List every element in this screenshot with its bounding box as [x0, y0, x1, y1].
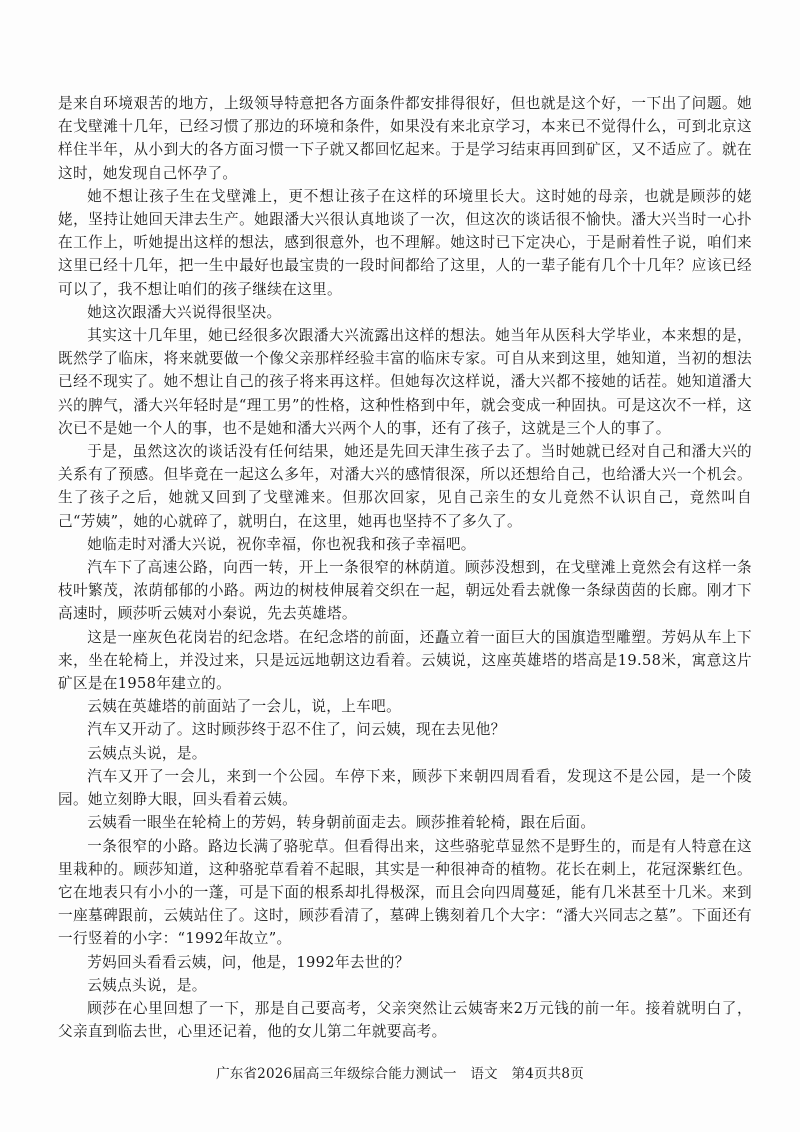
paragraph: 其实这十几年里，她已经很多次跟潘大兴流露出这样的想法。她当年从医科大学毕业，本来想的是，既然学了临床，将来就要做一个像父亲那样经验丰富的临床专家。可自从来到这里，她知道，当初的想法已经不现实了。她不想让自己的孩子将来再这样。但她每次这样说，潘大兴都不接她的话茬。她知道潘大兴的脾气，潘大兴年轻时是“理工男”的性格，这种性格到中年，就会变成一种固执。可是这次不一样，这次已不是她一个人的事，也不是她和潘大兴两个人的事，还有了孩子，这就是三个人的事了。 — [58, 327, 752, 437]
paragraph: 芳妈回头看看云姨，问，他是，1992年去世的？ — [87, 953, 410, 971]
paragraph: 云姨点头说，是。 — [87, 976, 207, 994]
paragraph-continued: 是来自环境艰苦的地方，上级领导特意把各方面条件都安排得很好，但也就是这个好，一下出了问题。她在戈壁滩十几年，已经习惯了那边的环境和条件，如果没有来北京学习，本来已不觉得什么，可到北京这样住半年，从小到大的各方面习惯一下子就又都回忆起来。于是学习结束再回到矿区，又不适应了。就在这时，她发现自己怀孕了。 — [58, 95, 752, 182]
paragraph: 她临走时对潘大兴说，祝你幸福，你也祝我和孩子幸福吧。 — [87, 535, 476, 553]
paragraph: 汽车又开动了。这时顾莎终于忍不住了，问云姨，现在去见他？ — [87, 721, 506, 739]
paragraph: 她这次跟潘大兴说得很坚决。 — [87, 303, 282, 321]
paragraph: 于是，虽然这次的谈话没有任何结果，她还是先回天津生孩子去了。当时她就已经对自己和潘大兴的关系有了预感。但毕竟在一起这么多年，对潘大兴的感情很深，所以还想给自己，也给潘大兴一个机会。生了孩子之后，她就又回到了戈壁滩来。但那次回家，见自己亲生的女儿竟然不认识自己，竟然叫自己“芳姨”，她的心就碎了，就明白，在这里，她再也坚持不了多久了。 — [58, 443, 752, 530]
paragraph: 一条很窄的小路。路边长满了骆驼草。但看得出来，这些骆驼草显然不是野生的，而是有人特意在这里栽种的。顾莎知道，这种骆驼草看着不起眼，其实是一种很神奇的植物。花长在刺上，花冠深紫红色。它在地表只有小小的一蓬，可是下面的根系却扎得极深，而且会向四周蔓延，能有几米甚至十几米。来到一座墓碑跟前，云姨站住了。这时，顾莎看清了，墓碑上镌刻着几个大字：“潘大兴同志之墓”。下面还有一行竖着的小字：“1992年故立”。 — [58, 837, 752, 948]
paragraph: 顾莎在心里回想了一下，那是自己要高考，父亲突然让云姨寄来2万元钱的前一年。接着就明白了，父亲直到临去世，心里还记着，他的女儿第二年就要高考。 — [58, 999, 752, 1041]
article-body — [58, 92, 752, 1043]
paragraph: 汽车又开了一会儿，来到一个公园。车停下来，顾莎下来朝四周看看，发现这不是公园，是一个陵园。她立刻睁大眼，回头看着云姨。 — [58, 767, 752, 809]
paragraph: 汽车下了高速公路，向西一转，开上一条很窄的林荫道。顾莎没想到，在戈壁滩上竟然会有这样一条枝叶繁茂，浓荫郁郁的小路。两边的树枝伸展着交织在一起，朝远处看去就像一条绿茵茵的长廊。刚才下高速时，顾莎听云姨对小秦说，先去英雄塔。 — [58, 559, 752, 623]
page-footer: 广东省2026届高三年级综合能力测试一 语文 第4页共8页 — [216, 1066, 584, 1082]
paragraph: 她不想让孩子生在戈壁滩上，更不想让孩子在这样的环境里长大。这时她的母亲，也就是顾莎的姥姥，坚持让她回天津去生产。她跟潘大兴很认真地谈了一次，但这次的谈话很不愉快。潘大兴当时一心扑在工作上，听她提出这样的想法，感到很意外，也不理解。她这时已下定决心，于是耐着性子说，咱们来这里已经十几年，把一生中最好也最宝贵的一段时间都给了这里，人的一辈子能有几个十几年？应该已经可以了，我不想让咱们的孩子继续在这里。 — [58, 187, 752, 298]
paragraph: 云姨点头说，是。 — [87, 744, 207, 762]
paragraph: 云姨看一眼坐在轮椅上的芳妈，转身朝前面走去。顾莎推着轮椅，跟在后面。 — [87, 814, 596, 832]
paragraph: 云姨在英雄塔的前面站了一会儿，说，上车吧。 — [87, 698, 402, 716]
paragraph: 这是一座灰色花岗岩的纪念塔。在纪念塔的前面，还矗立着一面巨大的国旗造型雕塑。芳妈从车上下来，坐在轮椅上，并没过来，只是远远地朝这边看着。云姨说，这座英雄塔的塔高是19.58米，寓意这片矿区是在1958年建立的。 — [58, 628, 752, 693]
